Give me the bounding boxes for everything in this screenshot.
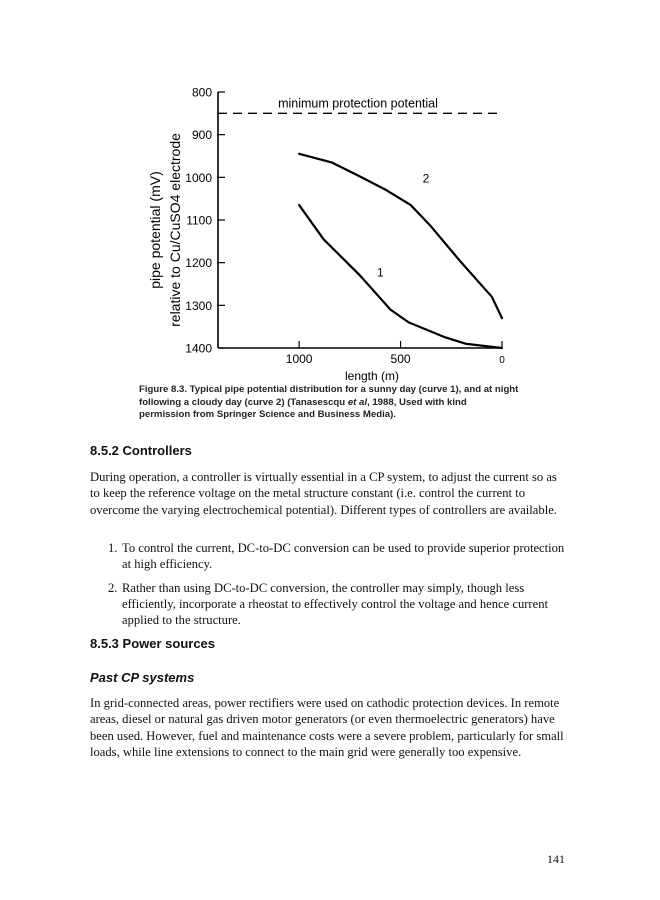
- caption-text-end: , 1988, Used with kind permission from Springer Science and Business Media).: [139, 396, 467, 420]
- y-tick-label: 1400: [185, 341, 212, 356]
- page-number: 141: [547, 852, 565, 866]
- series-2-line: [299, 154, 502, 318]
- x-tick-label: 1000: [285, 352, 313, 366]
- y-tick-label: 1300: [185, 298, 212, 313]
- caption-et-al: et al: [347, 396, 368, 408]
- list-number: 2.: [108, 580, 118, 595]
- y-tick-label: 1000: [185, 170, 212, 185]
- curve-label-1: 1: [376, 265, 384, 280]
- section-heading-controllers: 8.5.2 Controllers: [90, 443, 192, 458]
- y-tick-label: 900: [191, 128, 212, 143]
- section-heading-power-sources: 8.5.3 Power sources: [90, 636, 216, 651]
- curve-label-2: 2: [422, 171, 430, 186]
- controller-types-list: [90, 540, 568, 635]
- subheading-past-cp-systems: Past CP systems: [90, 670, 195, 685]
- figure-8-3: [130, 80, 530, 386]
- list-item: [90, 580, 568, 629]
- list-item-text: Rather than using DC-to-DC conversion, the controller may simply, though less efficiently, incorporate a rheostat to effectively control the voltage and hence current applied to the structure.: [122, 580, 549, 628]
- figure-caption: [139, 384, 519, 422]
- y-axis-label: pipe potential (mV): [147, 171, 163, 289]
- list-item-text: To control the current, DC-to-DC conversion can be used to provide superior protection at high efficiency.: [122, 541, 565, 572]
- reference-line-label: minimum protection potential: [278, 96, 438, 111]
- x-tick-label: 0: [499, 355, 505, 366]
- power-sources-paragraph: In grid-connected areas, power rectifiers were used on cathodic protection devices. In remote areas, diesel or natural gas driven motor generators (or even thermoelectric generators) have been used. However, fuel and maintenance costs were a severe problem, particularly for small loads, while line extensions to connect to the main grid were generally too expensive.: [90, 696, 564, 759]
- x-tick-label: 500: [390, 352, 411, 366]
- pipe-potential-chart: [130, 80, 530, 386]
- series-1-line: [299, 205, 502, 348]
- y-tick-label: 1100: [186, 213, 212, 228]
- caption-text: Figure 8.3. Typical pipe potential distribution for a sunny day (curve 1), and at night following a cloudy day (curve 2) (Tanasescqu: [139, 384, 519, 408]
- list-item: [90, 540, 568, 573]
- y-axis-label-electrode: relative to Cu/CuSO4 electrode: [167, 133, 183, 327]
- y-tick-label: 1200: [185, 256, 212, 271]
- x-axis-label: length (m): [344, 369, 400, 383]
- controllers-paragraph: During operation, a controller is virtually essential in a CP system, to adjust the current so as to keep the reference voltage on the metal structure constant (i.e. control the current to overcome the varying electrochemical potential). Different types of controllers are available.: [90, 470, 557, 517]
- y-tick-label: 800: [191, 85, 212, 100]
- list-number: 1.: [108, 541, 118, 555]
